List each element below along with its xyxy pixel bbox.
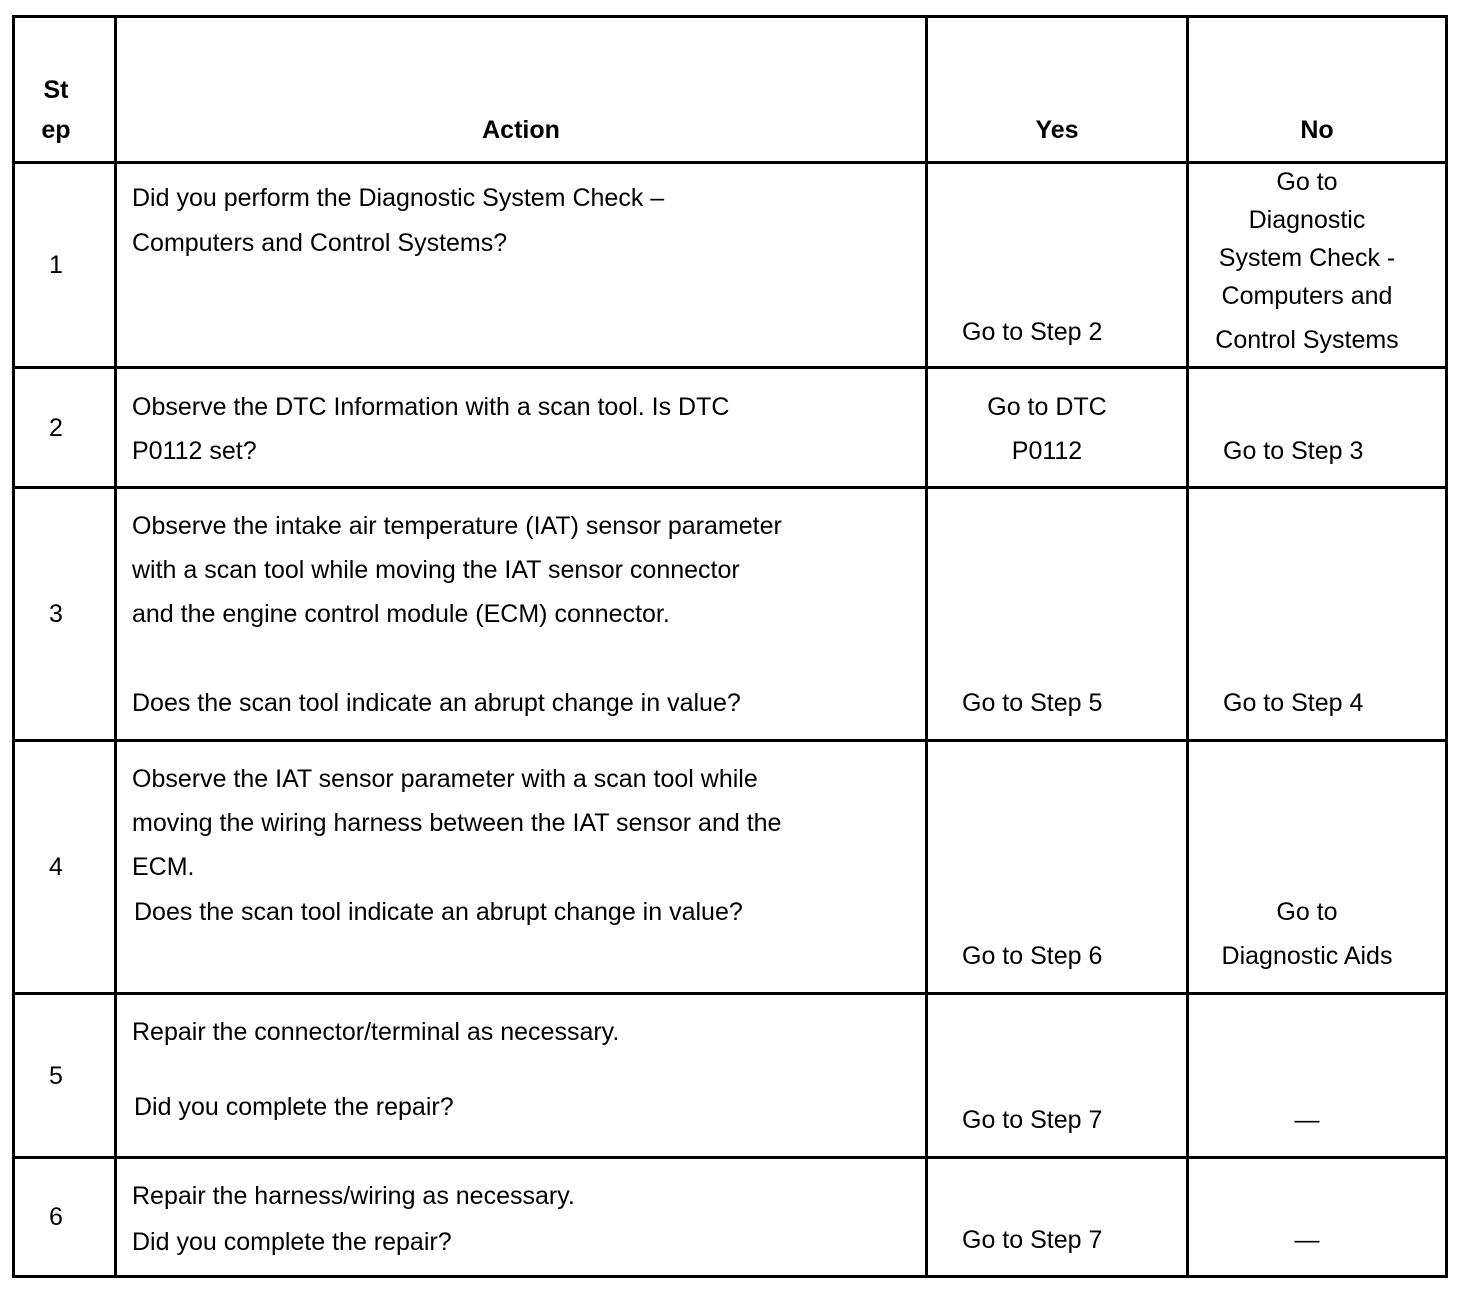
table-rule: [12, 1156, 1448, 1159]
yes-result: Go to Step 5: [962, 689, 1103, 717]
action-text: Observe the intake air temperature (IAT) sensor parameter: [132, 512, 782, 540]
no-result: Diagnostic: [1248, 206, 1366, 234]
table-rule: [12, 1275, 1448, 1278]
table-rule: [1445, 15, 1448, 1278]
header-yes: Yes: [1035, 116, 1079, 144]
no-result: —: [1294, 1106, 1320, 1134]
table-rule: [12, 992, 1448, 995]
action-text: Did you complete the repair?: [134, 1093, 454, 1121]
no-result: Go to: [1276, 168, 1338, 196]
table-rule: [12, 486, 1448, 489]
yes-result: Go to Step 7: [962, 1226, 1103, 1254]
action-text: with a scan tool while moving the IAT sensor connector: [132, 556, 740, 584]
header-step: St: [43, 76, 69, 104]
table-rule: [1186, 15, 1189, 1278]
no-result: Diagnostic Aids: [1221, 942, 1393, 970]
yes-result: P0112: [1011, 437, 1083, 465]
no-result: Go to Step 3: [1223, 437, 1364, 465]
table-rule: [12, 739, 1448, 742]
action-text: moving the wiring harness between the IAT sensor and the: [132, 809, 782, 837]
action-text: Did you complete the repair?: [132, 1228, 452, 1256]
step-number: 5: [49, 1062, 63, 1090]
action-text: Repair the connector/terminal as necessary.: [132, 1018, 620, 1046]
action-text: and the engine control module (ECM) connector.: [132, 600, 670, 628]
header-step: ep: [41, 116, 71, 144]
header-action: Action: [482, 116, 560, 144]
action-text: ECM.: [132, 853, 195, 881]
action-text: Does the scan tool indicate an abrupt change in value?: [132, 689, 741, 717]
no-result: —: [1294, 1226, 1320, 1254]
no-result: Go to Step 4: [1223, 689, 1364, 717]
table-rule: [114, 15, 117, 1278]
step-number: 3: [49, 600, 63, 628]
step-number: 2: [49, 414, 63, 442]
action-text: Observe the DTC Information with a scan tool. Is DTC: [132, 393, 730, 421]
action-text: Observe the IAT sensor parameter with a scan tool while: [132, 765, 758, 793]
table-rule: [12, 161, 1448, 164]
header-no: No: [1300, 116, 1334, 144]
step-number: 4: [49, 853, 63, 881]
yes-result: Go to Step 6: [962, 942, 1103, 970]
yes-result: Go to Step 7: [962, 1106, 1103, 1134]
step-number: 6: [49, 1203, 63, 1231]
step-number: 1: [49, 251, 63, 279]
action-text: Repair the harness/wiring as necessary.: [132, 1182, 575, 1210]
table-rule: [12, 15, 1448, 18]
action-text: P0112 set?: [132, 437, 257, 465]
table-rule: [925, 15, 928, 1278]
action-text: Did you perform the Diagnostic System Check –: [132, 184, 665, 212]
no-result: Computers and: [1221, 282, 1393, 310]
no-result: Go to: [1276, 898, 1338, 926]
no-result: System Check -: [1218, 244, 1396, 272]
action-text: Does the scan tool indicate an abrupt change in value?: [134, 898, 743, 926]
yes-result: Go to DTC: [987, 393, 1107, 421]
no-result: Control Systems: [1215, 326, 1399, 354]
table-rule: [12, 366, 1448, 369]
action-text: Computers and Control Systems?: [132, 229, 508, 257]
yes-result: Go to Step 2: [962, 318, 1103, 346]
